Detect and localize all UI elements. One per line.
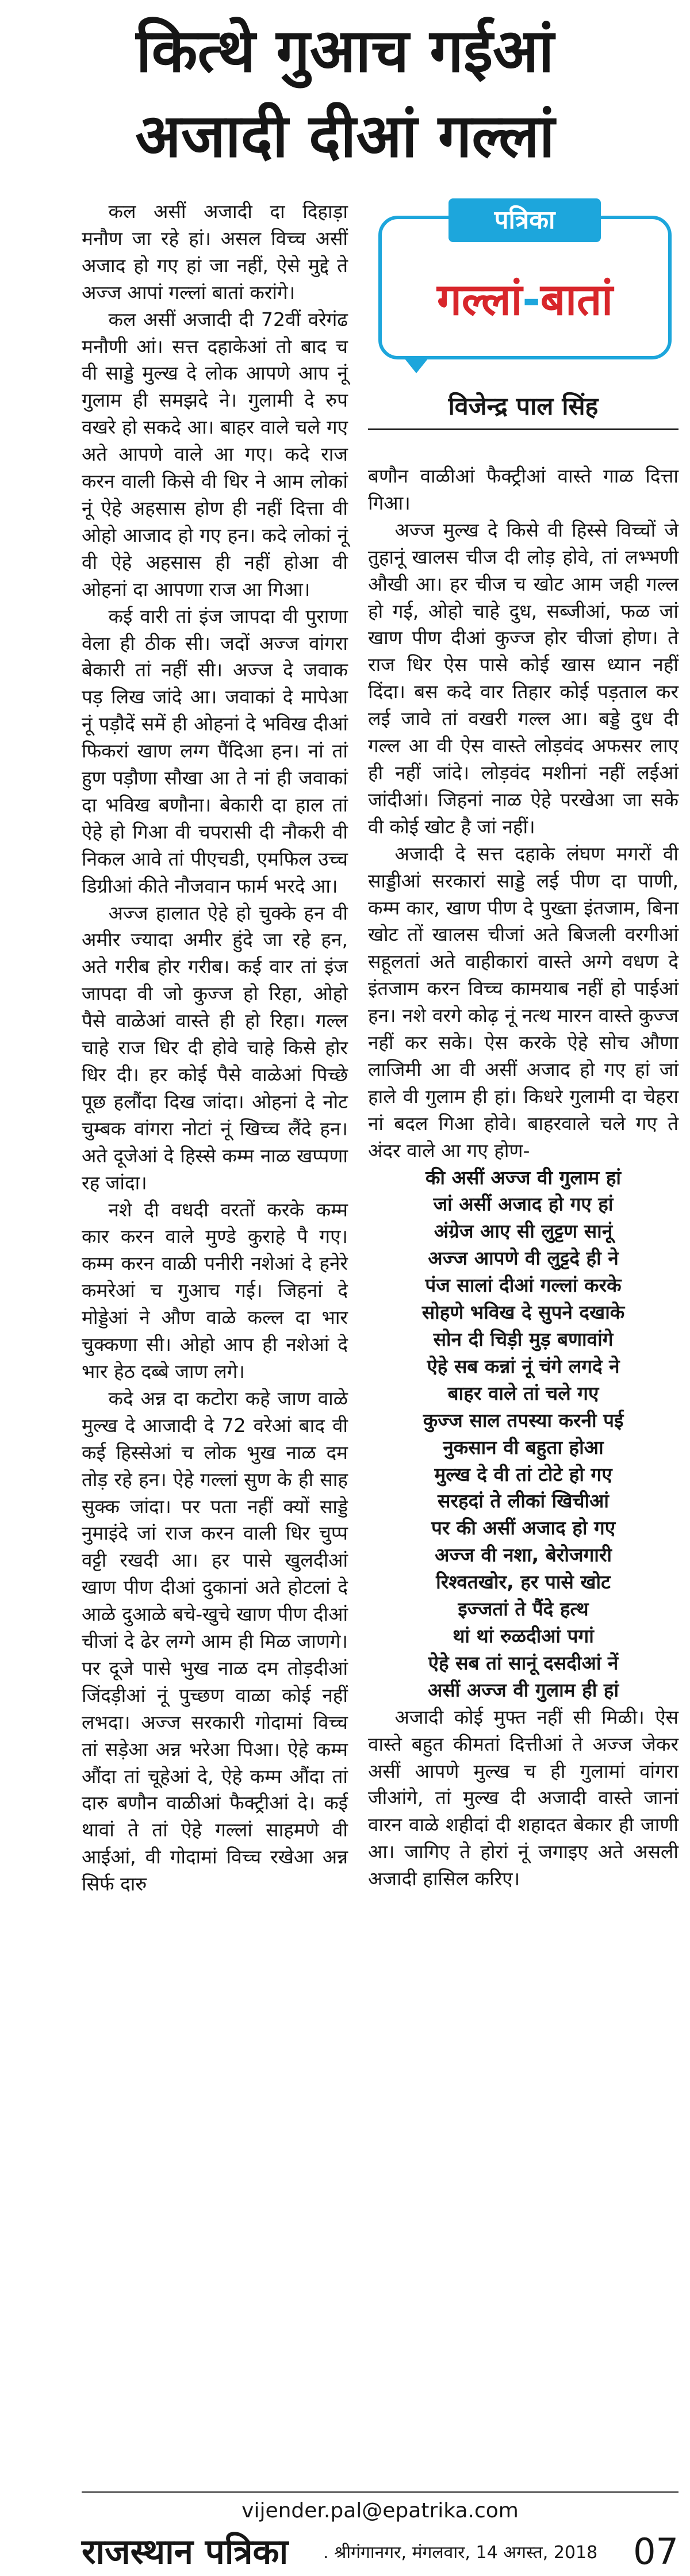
paragraph: अज्ज मुल्ख दे किसे वी हिस्से विच्चों जे तुहानूं खालस चीज दी लोड़ होवे, तां लभ्भणी औखी आ। हर चीज च खोट आम जही गल्ल हो गई, ओहो चाहे दुध, सब्जीआं, फळ जां खाण पीण दीआं कुज्ज होर चीजां होण। ते राज धिर ऐस पासे कोई खास ध्यान नहीं दिंदा। बस कदे वार तिहार कोई पड़ताल कर लई जावे तां वखरी गल्ल आ। बड्डे दुध दी गल्ल आ वी ऐस वास्ते लोड़वंद अफसर लाए ही नहीं जांदे। लोड़वंद मशीनां नहीं लईआं जांदीआं। जिहनां नाळ ऐहे परखेआ जा सके वी कोई खोट है जां नहीं। [368, 518, 678, 838]
divider [368, 428, 678, 430]
right-column [368, 463, 678, 1893]
patrika-tab: पत्रिका [448, 198, 601, 242]
poem [368, 1165, 678, 1704]
column-title-part-1: गल्लां [437, 274, 523, 325]
paragraph: कई वारी तां इंज जापदा वी पुराणा वेला ही ठीक सी। जदों अज्ज वांगरा बेकारी तां नहीं सी। अज्ज दे जवाक पड़ लिख जांदे आ। जवाकां दे मापेआ नूं पड़ौदें समें ही ओहनां दे भविख दीआं फिकरां खाण लग्ग पैंदिआ हन। नां तां हुण पड़ौणा सौखा आ ते नां ही जवाकां दा भविख बणौना। बेकारी दा हाल तां ऐहे हो गिआ वी चपरासी दी नौकरी वी निकल आवे तां पीएचडी, एमफिल उच्च डिग्रीआं कीते नौजवान फार्म भरदे आ। [82, 604, 348, 897]
page-number: 07 [633, 2531, 678, 2573]
poem-line: असीं अज्ज वी गुलाम ही हां [427, 1678, 619, 1701]
poem-line: कुज्ज साल तपस्या करनी पई [423, 1408, 624, 1431]
poem-line: सोन दी चिड़ी मुड़ बणावांगे [433, 1328, 614, 1350]
column-title-separator: - [522, 274, 540, 325]
paragraph: अजादी कोई मुफ्त नहीं सी मिळी। ऐस वास्ते बहुत कीमतां दित्तीआं ते अज्ज जेकर असीं आपणे मुल्ख च ही गुलामां वांगरा जीआंगे, तां मुल्ख दी अजादी वास्ते जानां वारन वाळे शहीदां दी शहादत बेकार ही जाणी आ। जागिए ते होरां नूं जगाइए अते असली अजादी हासिल करिए। [368, 1705, 678, 1890]
speech-bubble-tail [402, 356, 430, 373]
poem-line: इज्जतां ते पैंदे हत्थ [458, 1598, 589, 1621]
author-name: विजेन्द्र पाल सिंह [448, 392, 599, 421]
poem-line: पर की असीं अजाद हो गए [431, 1517, 616, 1540]
poem-line: थां थां रुळदीआं पगां [453, 1624, 594, 1647]
column-title-part-2: बातां [540, 274, 613, 325]
poem-line: अज्ज आपणे वी लुट्टदे ही ने [428, 1247, 619, 1270]
author-email[interactable]: vijender.pal@epatrika.com [241, 2499, 519, 2523]
poem-line: नुकसान वी बहुता होआ [443, 1436, 604, 1459]
paragraph: नशे दी वधदी वरतों करके कम्म कार करन वाले मुण्डे कुराहे पै गए। कम्म करन वाळी पनीरी नशेआं दे हनेरे कमरेआं च गुआच गई। जिहनां दे मोड्डेआं ने औण वाळे कल्ल दा भार चुक्कणा सी। ओहो आप ही नशेआं दे भार हेठ दब्बे जाण लगे। [82, 1198, 348, 1383]
left-column [82, 198, 348, 1898]
paragraph: कल असीं अजादी दी 72वीं वरेगंढ मनौणी आं। सत्त दहाकेआं तो बाद च वी साड्डे मुल्ख दे लोक आपणे आप नूं गुलाम ही समझदे ने। गुलामी दे रुप वखरे हो सकदे आ। बाहर वाले चले गए अते आपणे वाले आ गए। कदे राज करन वाली किसे वी धिर ने आम लोकां नूं ऐहे अहसास होण ही नहीं दित्ता वी ओहो आजाद हो गए हन। कदे लोकां नूं वी ऐहे अहसास ही नहीं होआ वी ओहनां दा आपणा राज आ गिआ। [82, 308, 348, 600]
headline [0, 8, 690, 178]
edition-date: . श्रीगंगानगर, मंगलवार, 14 अगस्त, 2018 [323, 2543, 598, 2563]
poem-line: अज्ज वी नशा, बेरोजगारी [434, 1544, 612, 1567]
poem-line: ऐहे सब कन्नां नूं चंगे लगदे ने [427, 1354, 620, 1377]
headline-line-1: कित्थे गुआच गईआं [136, 16, 554, 86]
poem-line: की असीं अज्ज वी गुलाम हां [425, 1166, 622, 1189]
poem-line: रिश्वतखोर, हर पासे खोट [436, 1571, 611, 1594]
poem-line: अंग्रेज आए सी लुट्टण सानूं [434, 1220, 613, 1243]
column-masthead [368, 198, 678, 463]
paragraph: कदे अन्न दा कटोरा कहे जाण वाळे मुल्ख दे आजादी दे 72 वरेआं बाद वी कई हिस्सेआं च लोक भुख नाळ दम तोड़ रहे हन। ऐहे गल्लां सुण के ही साह सुक्क जांदा। पर पता नहीं क्यों साड्डे नुमाइंदे जां राज करन वाली धिर चुप्प वट्टी रखदी आ। हर पासे खुलदीआं खाण पीण दीआं दुकानां अते होटलां दे आळे दुआळे बचे-खुचे खाण पीण दीआं चीजां दे ढेर लग्गे आम ही मिळ जाणगे। पर दूजे पासे भुख नाळ दम तोड़दीआं जिंदड़ीआं नूं पुच्छण वाळा कोई नहीं लभदा। अज्ज सरकारी गोदामां विच्च तां सड़ेआ अन्न भरेआ पिआ। ऐहे कम्म औंदा तां चूहेआं दे, ऐहे कम्म औंदा तां दारु बणौन वाळीआं फैक्ट्रीआं दे। कई थावां ते तां ऐहे गल्लां साहमणे वी आईआं, वी गोदामां विच्च रखेआ अन्न सिर्फ दारु [82, 1387, 348, 1896]
paragraph: कल असीं अजादी दा दिहाड़ा मनौण जा रहे हां। असल विच्च असीं अजाद हो गए हां जा नहीं, ऐसे मुद्दे ते अज्ज आपां गल्लां बातां करांगे। [82, 200, 348, 304]
divider [82, 2491, 678, 2493]
poem-line: मुल्ख दे वी तां टोटे हो गए [434, 1463, 612, 1486]
poem-line: पंज सालां दीआं गल्लां करके [425, 1274, 622, 1297]
newspaper-brand: राजस्थान पत्रिका [82, 2532, 289, 2572]
headline-line-2: अजादी दीआं गल्लां [135, 101, 555, 171]
column-title [382, 268, 668, 331]
poem-line: जां असीं अजाद हो गए हां [433, 1193, 614, 1216]
poem-line: सोहणे भविख दे सुपने दखाके [421, 1301, 625, 1324]
page-footer [82, 2531, 678, 2573]
poem-line: ऐहे सब तां सानूं दसदीआं नें [428, 1651, 619, 1674]
paragraph: बणौन वाळीआं फैक्ट्रीआं वास्ते गाळ दित्ता गिआ। [368, 465, 678, 514]
paragraph: अज्ज हालात ऐहे हो चुक्के हन वी अमीर ज्यादा अमीर हुंदे जा रहे हन, अते गरीब होर गरीब। कई वार तां इंज जापदा वी जो कुज्ज हो रिहा, ओहो पैसे वाळेआं वास्ते ही हो रिहा। गल्ल चाहे राज धिर दी होवे चाहे किसे होर धिर दी। हर कोई पैसे वाळेआं पिच्छे पूछ हलौंदा दिख जांदा। ओहनां दे नोट चुम्बक वांगरा नोटां नूं खिच्च लैंदे हन। अते दूजेआं दे हिस्से कम्म नाळ खप्पणा रह जांदा। [82, 901, 348, 1194]
poem-line: सरहदां ते लीकां खिचीआं [438, 1490, 609, 1513]
poem-line: बाहर वाले तां चले गए [447, 1381, 599, 1404]
paragraph: अजादी दे सत्त दहाके लंघण मगरों वी साड्डीआं सरकारां साड्डे लई पीण दा पाणी, कम्म कार, खाण पीण दे पुख्ता इंतजाम, बिना खोट तों खालस चीजां अते बिजली वरगीआं सहूलतां अते वाहीकारां वास्ते अग्गे वधण दे इंतजाम करन विच्च कामयाब नहीं हो पाईआं हन। नशे वरगे कोढ़ नूं नत्थ मारन वास्ते कुज्ज नहीं कर सके। ऐस करके ऐहे सोच औणा लाजिमी आ वी असीं अजाद हो गए हां जां हाले वी गुलाम ही हां। किधरे गुलामी दा चेहरा नां बदल गिआ होवे। बाहरवाले चले गए ते अंदर वाले आ गए होण- [368, 842, 678, 1162]
